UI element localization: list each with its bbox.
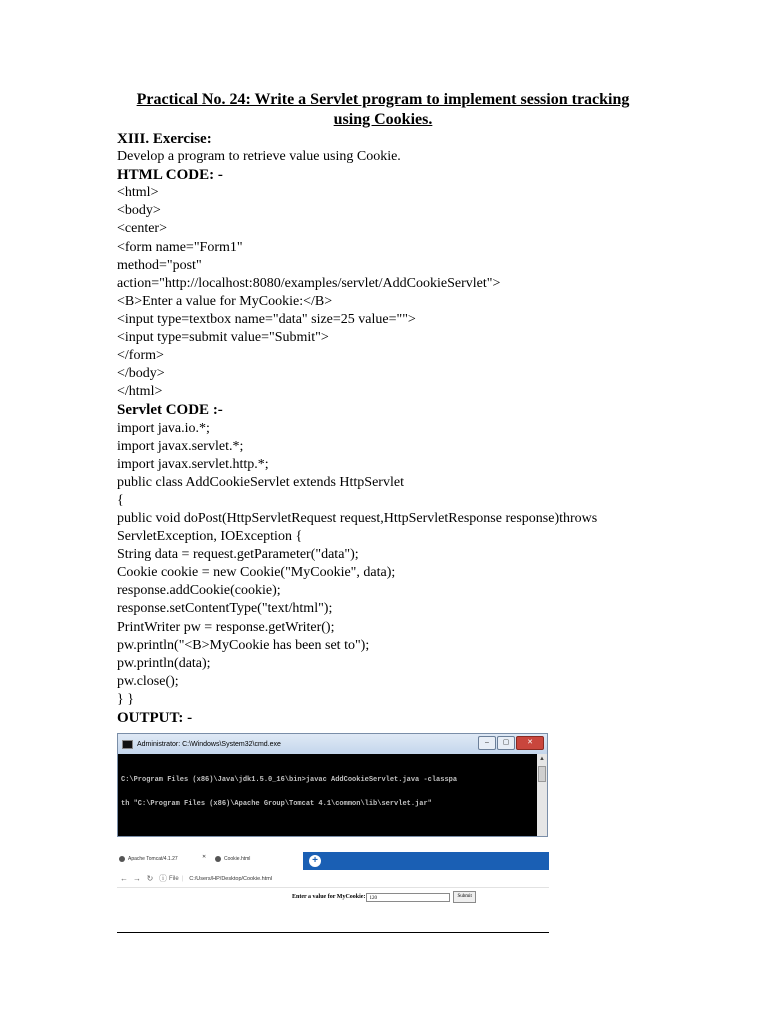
text-line: <B>Enter a value for MyCookie:</B>	[117, 293, 333, 309]
tab-label: Apache Tomcat/4.1.27	[128, 856, 178, 862]
text-line: <center>	[117, 221, 167, 237]
browser-window	[117, 852, 549, 932]
section-heading: HTML CODE: -	[117, 167, 223, 184]
tomcat-favicon	[119, 856, 125, 862]
reload-icon[interactable]: ↻	[146, 874, 154, 883]
tab-label: Cookie.html	[224, 856, 251, 862]
section-heading: OUTPUT: -	[117, 710, 193, 726]
text-line: </html>	[117, 384, 163, 400]
text-line: import java.io.*;	[117, 420, 210, 436]
title-line-2: using Cookies.	[333, 111, 433, 128]
text-line: <form name="Form1"	[117, 239, 243, 255]
cmd-window	[117, 733, 548, 837]
cmd-title-bar	[118, 734, 547, 754]
text-line: <input type=textbox name="data" size=25 value="">	[117, 311, 416, 327]
scroll-thumb[interactable]	[538, 766, 546, 782]
page-content	[117, 888, 549, 932]
document-body	[117, 130, 737, 727]
cmd-console[interactable]	[118, 754, 547, 837]
bottom-rule	[117, 932, 549, 933]
maximize-icon[interactable]: ▢	[497, 736, 515, 750]
scroll-up-icon[interactable]: ▲	[539, 756, 545, 762]
text-line: public class AddCookieServlet extends HttpServlet	[117, 474, 404, 490]
page-favicon	[215, 856, 221, 862]
text-line: response.setContentType("text/html");	[117, 601, 333, 617]
text-line: method="post"	[117, 257, 202, 273]
title-line-1: Practical No. 24: Write a Servlet program to implement session tracking	[136, 91, 630, 108]
text-line: action="http://localhost:8080/examples/servlet/AddCookieServlet">	[117, 275, 501, 291]
text-line: {	[117, 492, 124, 508]
text-line: <html>	[117, 185, 159, 201]
cmd-scrollbar[interactable]	[537, 754, 547, 836]
info-icon[interactable]: ⓘ	[159, 874, 167, 883]
tab-strip	[117, 852, 549, 870]
url-input[interactable]: C:/Users/HP/Desktop/Cookie.html	[189, 875, 273, 882]
data-input[interactable]: 120	[366, 893, 450, 902]
text-line: } }	[117, 691, 134, 707]
url-scheme: File	[169, 875, 179, 882]
cmd-window-title: Administrator: C:\Windows\System32\cmd.exe	[137, 740, 281, 748]
text-line: ServletException, IOException {	[117, 529, 303, 545]
text-line: pw.close();	[117, 673, 179, 689]
form-label: Enter a value for MyCookie:	[292, 894, 366, 900]
console-line: C:\Program Files (x86)\Java\jdk1.5.0_16\bin>javac AddCookieServlet.java -classpa	[121, 776, 458, 784]
section-heading: XIII. Exercise:	[117, 131, 212, 147]
text-line: public void doPost(HttpServletRequest request,HttpServletResponse response)throws	[117, 510, 598, 526]
minimize-icon[interactable]: –	[478, 736, 496, 750]
close-icon[interactable]: ✕	[516, 736, 544, 750]
text-line: Cookie cookie = new Cookie("MyCookie", data);	[117, 565, 396, 581]
text-line: import javax.servlet.http.*;	[117, 456, 269, 472]
address-bar: ← → ↻ ⓘ File | C:/Users/HP/Desktop/Cookie.html	[117, 870, 549, 888]
forward-icon[interactable]: →	[133, 874, 141, 883]
document-title	[117, 90, 649, 130]
back-icon[interactable]: ←	[120, 874, 128, 883]
cmd-icon	[122, 740, 133, 749]
text-line: </body>	[117, 366, 165, 382]
text-line: response.addCookie(cookie);	[117, 583, 281, 599]
text-line: pw.println("<B>MyCookie has been set to");	[117, 637, 370, 653]
section-heading: Servlet CODE :-	[117, 402, 223, 419]
tab-cookie-html[interactable]	[215, 856, 250, 862]
text-line: PrintWriter pw = response.getWriter();	[117, 619, 335, 635]
text-line: pw.println(data);	[117, 655, 211, 671]
text-line: Develop a program to retrieve value using Cookie.	[117, 149, 401, 165]
submit-button[interactable]: Submit	[453, 891, 475, 903]
new-tab-icon[interactable]: +	[309, 855, 321, 867]
tab-close-icon[interactable]: ✕	[298, 854, 303, 860]
text-line: String data = request.getParameter("data");	[117, 547, 359, 563]
tab-close-icon[interactable]: ✕	[202, 854, 207, 860]
text-line: <body>	[117, 203, 161, 219]
tab-apache-tomcat[interactable]	[119, 856, 178, 862]
text-line: <input type=submit value="Submit">	[117, 330, 329, 346]
text-line: </form>	[117, 348, 164, 364]
console-line: th "C:\Program Files (x86)\Apache Group\Tomcat 4.1\common\lib\servlet.jar"	[121, 800, 432, 808]
text-line: import javax.servlet.*;	[117, 438, 244, 454]
cookie-form	[292, 891, 476, 903]
